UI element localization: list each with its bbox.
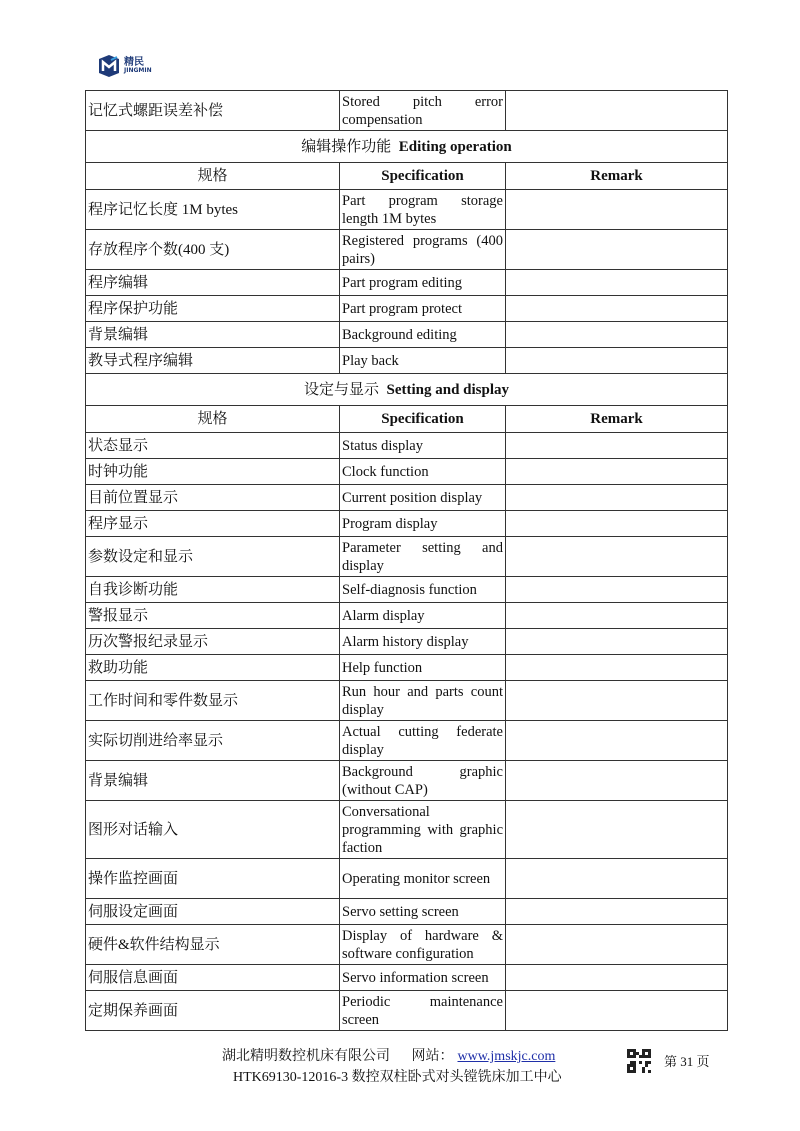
table-row xyxy=(86,91,728,131)
cell-en: Part program editing xyxy=(340,270,506,296)
footer-company: 湖北精明数控机床有限公司 xyxy=(222,1049,390,1064)
cell-cn: 记忆式螺距误差补偿 xyxy=(86,91,340,131)
table-header-row xyxy=(86,163,728,190)
cell-remark xyxy=(506,270,728,296)
cell-en: Clock function xyxy=(340,459,506,485)
table-row xyxy=(86,190,728,230)
cell-cn: 目前位置显示 xyxy=(86,485,340,511)
cell-remark xyxy=(506,925,728,965)
cell-remark xyxy=(506,991,728,1031)
header-spec: Specification xyxy=(340,406,506,433)
section-title-en: Setting and display xyxy=(386,381,510,398)
cell-en: Periodic maintenance screen xyxy=(340,991,506,1031)
spec-table xyxy=(85,90,728,1031)
table-row xyxy=(86,991,728,1031)
table-row xyxy=(86,537,728,577)
cell-cn: 伺服信息画面 xyxy=(86,965,340,991)
header-spec: Specification xyxy=(340,163,506,190)
section-title-cn: 设定与显示 xyxy=(303,381,379,398)
cell-en: Parameter setting and display xyxy=(340,537,506,577)
table-row xyxy=(86,348,728,374)
cell-cn: 实际切削进给率显示 xyxy=(86,721,340,761)
cell-cn: 自我诊断功能 xyxy=(86,577,340,603)
cell-en: Run hour and parts count display xyxy=(340,681,506,721)
cell-cn: 程序显示 xyxy=(86,511,340,537)
cell-remark xyxy=(506,801,728,859)
jingmin-logo-icon xyxy=(97,55,121,77)
cell-cn: 程序记忆长度 1M bytes xyxy=(86,190,340,230)
cell-en: Servo information screen xyxy=(340,965,506,991)
cell-cn: 背景编辑 xyxy=(86,322,340,348)
footer-website-link[interactable]: www.jmskjc.com xyxy=(457,1049,556,1064)
cell-en: Part program protect xyxy=(340,296,506,322)
table-row xyxy=(86,511,728,537)
section-title-cn: 编辑操作功能 xyxy=(301,138,392,155)
cell-cn: 历次警报纪录显示 xyxy=(86,629,340,655)
table-row xyxy=(86,322,728,348)
table-row xyxy=(86,801,728,859)
cell-remark xyxy=(506,511,728,537)
cell-cn: 时钟功能 xyxy=(86,459,340,485)
table-row xyxy=(86,761,728,801)
cell-remark xyxy=(506,485,728,511)
cell-en: Help function xyxy=(340,655,506,681)
cell-cn: 背景编辑 xyxy=(86,761,340,801)
section-title xyxy=(86,131,728,163)
cell-en: Current position display xyxy=(340,485,506,511)
cell-en: Alarm history display xyxy=(340,629,506,655)
cell-cn: 参数设定和显示 xyxy=(86,537,340,577)
cell-en: Status display xyxy=(340,433,506,459)
table-row xyxy=(86,925,728,965)
cell-en: Registered programs (400 pairs) xyxy=(340,230,506,270)
footer-doc-title: HTK69130-12016-3 数控双柱卧式对头镗铣床加工中心 xyxy=(233,1070,562,1085)
cell-en: Play back xyxy=(340,348,506,374)
table-row xyxy=(86,459,728,485)
cell-remark xyxy=(506,629,728,655)
table-row xyxy=(86,296,728,322)
table-row xyxy=(86,603,728,629)
cell-cn: 救助功能 xyxy=(86,655,340,681)
table-row xyxy=(86,629,728,655)
table-row xyxy=(86,230,728,270)
cell-remark xyxy=(506,230,728,270)
cell-remark xyxy=(506,190,728,230)
table-row xyxy=(86,485,728,511)
cell-cn: 存放程序个数(400 支) xyxy=(86,230,340,270)
cell-remark xyxy=(506,681,728,721)
cell-remark xyxy=(506,537,728,577)
cell-remark xyxy=(506,433,728,459)
table-header-row xyxy=(86,406,728,433)
cell-cn: 程序编辑 xyxy=(86,270,340,296)
cell-en: Background editing xyxy=(340,322,506,348)
table-row xyxy=(86,681,728,721)
table-row xyxy=(86,965,728,991)
header-cn: 规格 xyxy=(86,163,340,190)
cell-remark xyxy=(506,577,728,603)
table-row xyxy=(86,270,728,296)
cell-cn: 工作时间和零件数显示 xyxy=(86,681,340,721)
table-row xyxy=(86,433,728,459)
header-cn: 规格 xyxy=(86,406,340,433)
table-row xyxy=(86,655,728,681)
cell-cn: 伺服设定画面 xyxy=(86,899,340,925)
cell-remark xyxy=(506,859,728,899)
table-row xyxy=(86,859,728,899)
cell-en: Part program storage length 1M bytes xyxy=(340,190,506,230)
cell-remark xyxy=(506,91,728,131)
cell-remark xyxy=(506,296,728,322)
cell-cn: 教导式程序编辑 xyxy=(86,348,340,374)
cell-remark xyxy=(506,965,728,991)
cell-en: Background graphic (without CAP) xyxy=(340,761,506,801)
cell-en: Display of hardware & software configuration xyxy=(340,925,506,965)
cell-en: Operating monitor screen xyxy=(340,859,506,899)
header-remark: Remark xyxy=(506,163,728,190)
cell-remark xyxy=(506,322,728,348)
cell-remark xyxy=(506,459,728,485)
table-row xyxy=(86,899,728,925)
section-title-row xyxy=(86,131,728,163)
cell-en: Stored pitch error compensation xyxy=(340,91,506,131)
cell-cn: 硬件&软件结构显示 xyxy=(86,925,340,965)
cell-cn: 图形对话输入 xyxy=(86,801,340,859)
cell-cn: 状态显示 xyxy=(86,433,340,459)
cell-en: Self-diagnosis function xyxy=(340,577,506,603)
cell-remark xyxy=(506,655,728,681)
qr-code-icon xyxy=(627,1049,651,1073)
cell-cn: 警报显示 xyxy=(86,603,340,629)
section-title xyxy=(86,374,728,406)
cell-en: Conversational programming with graphic faction xyxy=(340,801,506,859)
cell-cn: 定期保养画面 xyxy=(86,991,340,1031)
cell-remark xyxy=(506,899,728,925)
cell-cn: 程序保护功能 xyxy=(86,296,340,322)
cell-remark xyxy=(506,761,728,801)
table-row xyxy=(86,577,728,603)
cell-cn: 操作监控画面 xyxy=(86,859,340,899)
footer-site-label: 网站： xyxy=(411,1049,454,1064)
cell-remark xyxy=(506,603,728,629)
cell-en: Alarm display xyxy=(340,603,506,629)
cell-en: Actual cutting federate display xyxy=(340,721,506,761)
table-row xyxy=(86,721,728,761)
page-number: 第 31 页 xyxy=(664,1054,710,1069)
section-title-row xyxy=(86,374,728,406)
section-title-en: Editing operation xyxy=(398,138,512,155)
cell-remark xyxy=(506,348,728,374)
cell-en: Servo setting screen xyxy=(340,899,506,925)
header-remark: Remark xyxy=(506,406,728,433)
cell-en: Program display xyxy=(340,511,506,537)
cell-remark xyxy=(506,721,728,761)
company-logo: 精民 JINGMIN xyxy=(97,55,152,77)
